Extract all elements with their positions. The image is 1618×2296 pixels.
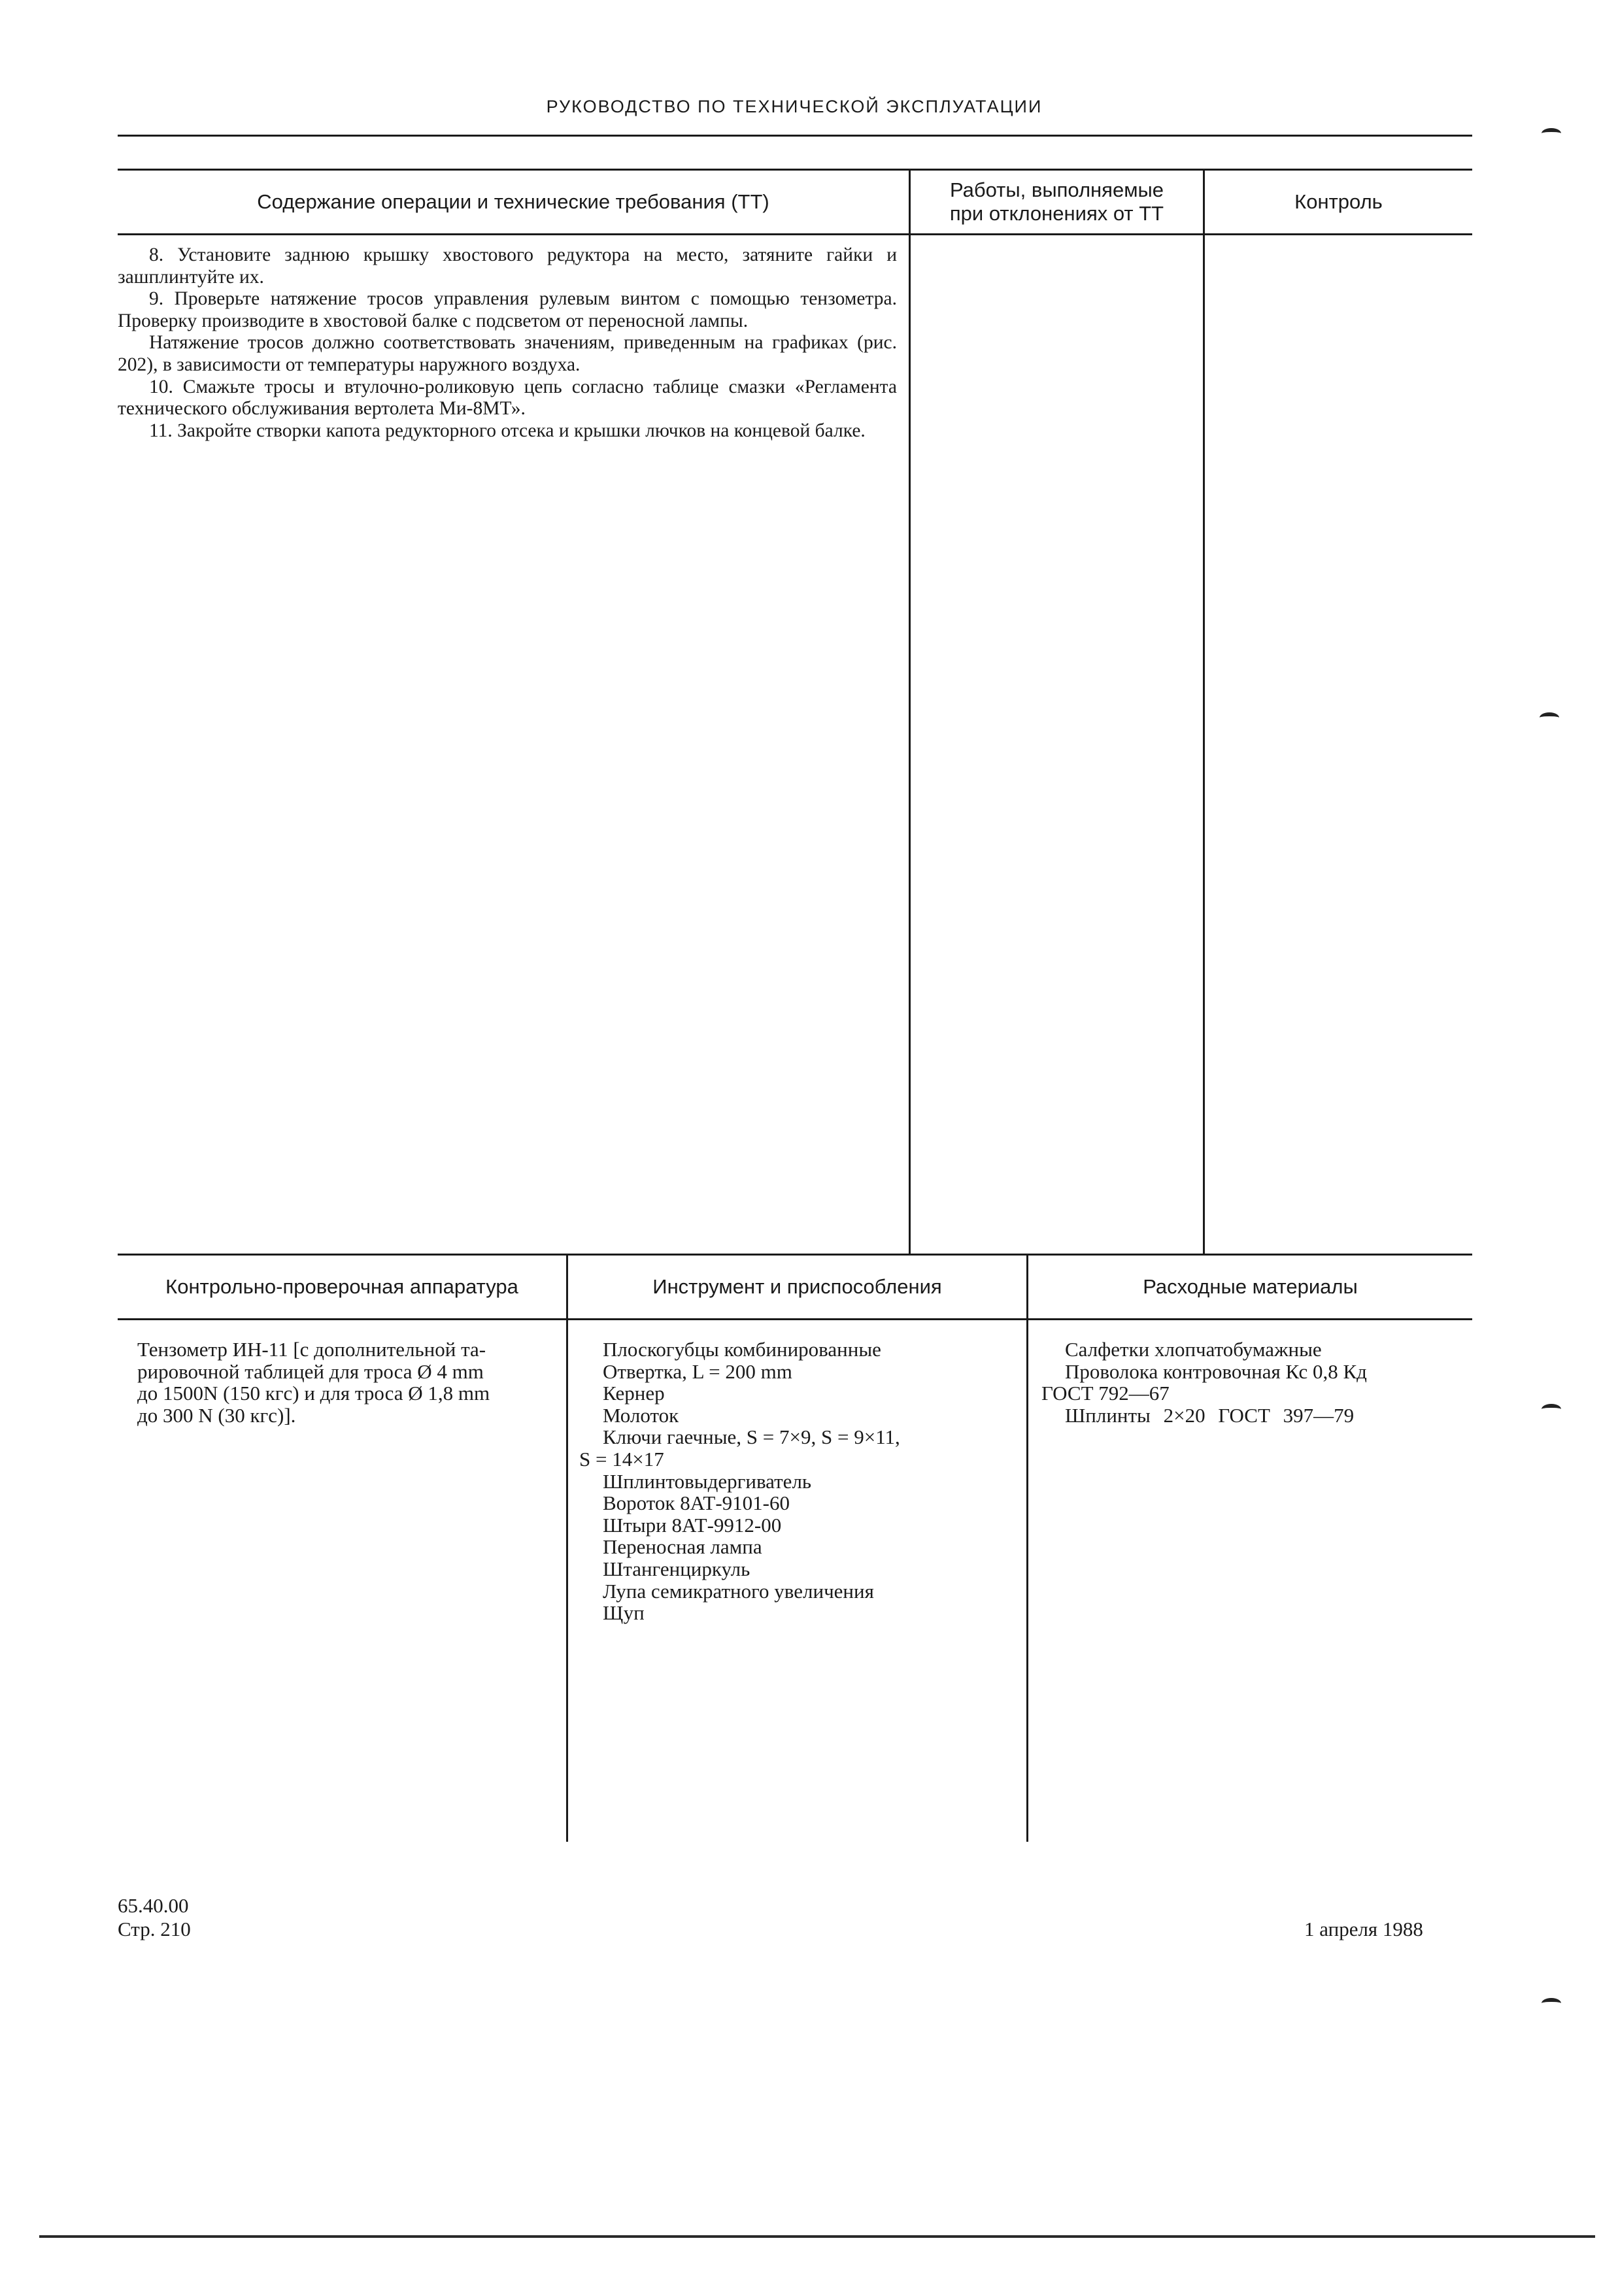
tool-item: Плоскогубцы комбинированные xyxy=(603,1338,881,1361)
operation-step-8: 8. Установите заднюю крышку хвостового редуктора на место, затяните гайки и зашплинтуйте их. xyxy=(118,244,897,288)
tool-item: Шплинтовыдергиватель xyxy=(603,1469,812,1493)
scan-edge-line xyxy=(39,2235,1595,2238)
column-header-apparatus-label: Контрольно-проверочная аппаратура xyxy=(165,1275,518,1298)
column-header-control xyxy=(1205,171,1472,233)
tool-item: Кернер xyxy=(603,1382,665,1405)
footer-left xyxy=(118,1894,191,1941)
hole-punch-mark xyxy=(1540,712,1559,723)
apparatus-line: рировочной таблицей для троса Ø 4 mm xyxy=(137,1359,484,1383)
materials-list xyxy=(1041,1339,1470,1426)
column-header-materials xyxy=(1028,1256,1472,1318)
material-item: Салфетки хлопчатобумажные xyxy=(1065,1338,1322,1361)
upper-table-top-border xyxy=(118,169,1472,171)
column-header-apparatus xyxy=(118,1256,566,1318)
apparatus-line: до 1500N (150 кгс) и для троса Ø 1,8 mm xyxy=(137,1382,490,1405)
column-header-tools-label: Инструмент и приспособления xyxy=(652,1275,942,1298)
tools-list xyxy=(579,1339,1024,1624)
tool-item: S = 14×17 xyxy=(579,1447,664,1471)
material-item: ГОСТ 792—67 xyxy=(1041,1382,1170,1405)
operation-step-9: 9. Проверьте натяжение тросов управления рулевым винтом с помощью тензометра. Проверку производите в хвостовой балке с подсветом от переносной лампы. xyxy=(118,288,897,331)
operation-step-11: 11. Закройте створки капота редукторного отсека и крышки лючков на концевой балке. xyxy=(149,420,866,441)
tool-item: Лупа семикратного увеличения xyxy=(603,1579,874,1603)
page-header-title: РУКОВОДСТВО ПО ТЕХНИЧЕСКОЙ ЭКСПЛУАТАЦИИ xyxy=(546,97,1043,116)
column-header-materials-label: Расходные материалы xyxy=(1143,1275,1358,1298)
apparatus-line: до 300 N (30 кгс)]. xyxy=(137,1403,296,1427)
tool-item: Штыри 8АТ-9912-00 xyxy=(603,1513,782,1537)
hole-punch-mark xyxy=(1542,1404,1561,1414)
operation-steps xyxy=(118,244,897,442)
column-header-operations-label: Содержание операции и технические требования (ТТ) xyxy=(257,190,769,213)
page-number: Стр. 210 xyxy=(118,1918,191,1940)
section-code: 65.40.00 xyxy=(118,1894,189,1917)
column-header-operations xyxy=(118,171,909,233)
lower-table-divider-1 xyxy=(566,1254,568,1842)
upper-table-divider-2 xyxy=(1203,169,1205,1254)
hole-punch-mark xyxy=(1542,128,1561,139)
hole-punch-mark xyxy=(1542,1998,1561,2008)
tool-item: Щуп xyxy=(603,1601,645,1625)
upper-table-divider-1 xyxy=(909,169,911,1254)
column-header-deviation-line2: при отклонениях от ТТ xyxy=(949,202,1164,225)
operation-step-9-note: Натяжение тросов должно соответствовать значениям, приведенным на графиках (рис. 202), в зависимости от температуры наружного воздуха. xyxy=(118,332,897,375)
column-header-tools xyxy=(568,1256,1026,1318)
lower-table-header-border xyxy=(118,1318,1472,1320)
footer-date: 1 апреля 1988 xyxy=(1304,1918,1423,1940)
apparatus-list xyxy=(137,1339,562,1426)
tool-item: Переносная лампа xyxy=(603,1535,762,1559)
material-item: Проволока контровочная Кс 0,8 Кд xyxy=(1065,1359,1367,1383)
column-header-control-label: Контроль xyxy=(1294,190,1383,213)
tool-item: Молоток xyxy=(603,1403,679,1427)
tool-item: Вороток 8АТ-9101-60 xyxy=(603,1491,790,1515)
header-rule xyxy=(118,135,1472,137)
tool-item: Отвертка, L = 200 mm xyxy=(603,1359,792,1383)
tool-item: Штангенциркуль xyxy=(603,1557,750,1580)
column-header-deviation xyxy=(911,171,1203,233)
upper-table-header-border xyxy=(118,233,1472,235)
apparatus-line: Тензометр ИН-11 [с дополнительной та- xyxy=(137,1338,486,1361)
tool-item: Ключи гаечные, S = 7×9, S = 9×11, xyxy=(603,1425,900,1449)
column-header-deviation-line1: Работы, выполняемые xyxy=(949,178,1164,201)
lower-table-divider-2 xyxy=(1026,1254,1028,1842)
operation-step-10: 10. Смажьте тросы и втулочно-роликовую цепь согласно таблице смазки «Регламента технического обслуживания вертолета Ми-8МТ». xyxy=(118,376,897,420)
material-item: Шплинты 2×20 ГОСТ 397—79 xyxy=(1065,1403,1355,1427)
